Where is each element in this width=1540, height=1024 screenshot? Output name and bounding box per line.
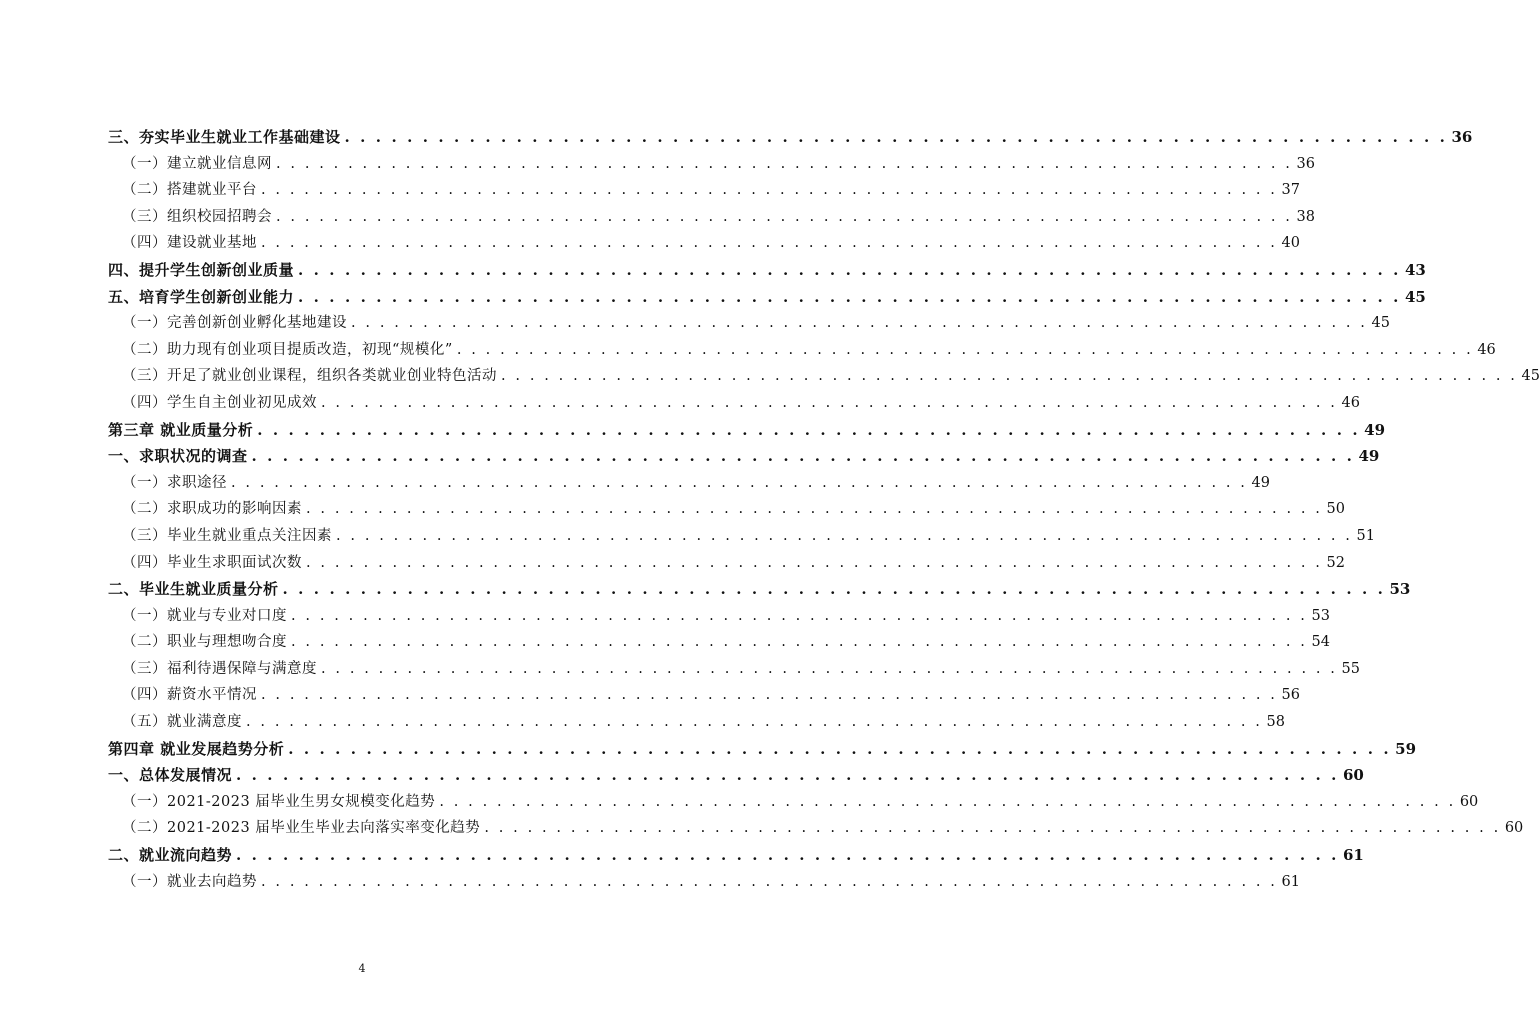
dot-leader: . . . . . . . . . . . . . . . . . . . . . . . . . . . . . . . . . . . . . . . . . . . . . . . . . . . . . . . . . . . . . . . . . . . . . . . [501, 368, 1518, 385]
dot-leader: . . . . . . . . . . . . . . . . . . . . . . . . . . . . . . . . . . . . . . . . . . . . . . . . . . . . . . . . . . . . . . . . . . . . . . . [291, 634, 1308, 651]
toc-entry-title: 一、总体发展情况 [108, 766, 233, 785]
toc-entry-section[interactable] [108, 443, 1380, 470]
toc-entry-page-number: 43 [1404, 260, 1426, 279]
dot-leader: . . . . . . . . . . . . . . . . . . . . . . . . . . . . . . . . . . . . . . . . . . . . . . . . . . . . . . . . . . . . . . . . . . . . . . . [298, 287, 1401, 306]
toc-entry-title: 二、毕业生就业质量分析 [108, 580, 279, 599]
toc-entry-title: （三）组织校园招聘会 [122, 208, 272, 225]
toc-entry-section[interactable] [108, 257, 1426, 284]
toc-entry-page-number: 37 [1281, 182, 1300, 199]
toc-entry-subsection[interactable] [108, 789, 1479, 816]
dot-leader: . . . . . . . . . . . . . . . . . . . . . . . . . . . . . . . . . . . . . . . . . . . . . . . . . . . . . . . . . . . . . . . . . . . . . . . [321, 660, 1338, 677]
toc-entry-title: 四、提升学生创新创业质量 [108, 260, 295, 279]
toc-entry-page-number: 53 [1311, 607, 1330, 624]
toc-entry-title: （二）职业与理想吻合度 [122, 634, 287, 651]
toc-entry-title: （二）求职成功的影响因素 [122, 501, 302, 518]
dot-leader: . . . . . . . . . . . . . . . . . . . . . . . . . . . . . . . . . . . . . . . . . . . . . . . . . . . . . . . . . . . . . . . . . . . . . . . [276, 208, 1293, 225]
toc-entry-title: （四）毕业生求职面试次数 [122, 554, 302, 571]
toc-entry-section[interactable] [108, 762, 1364, 789]
toc-entry-subsection[interactable] [108, 496, 1345, 523]
toc-entry-page-number: 45 [1404, 287, 1426, 306]
toc-entry-title: （三）开足了就业创业课程，组织各类就业创业特色活动 [122, 368, 497, 385]
toc-entry-subsection[interactable] [108, 629, 1330, 656]
dot-leader: . . . . . . . . . . . . . . . . . . . . . . . . . . . . . . . . . . . . . . . . . . . . . . . . . . . . . . . . . . . . . . . . . . . . . . . [261, 182, 1278, 199]
toc-entry-section[interactable] [108, 284, 1426, 311]
dot-leader: . . . . . . . . . . . . . . . . . . . . . . . . . . . . . . . . . . . . . . . . . . . . . . . . . . . . . . . . . . . . . . . . . . . . . . . [288, 739, 1392, 758]
toc-entry-section[interactable] [108, 736, 1417, 763]
toc-entry-title: 第三章 就业质量分析 [108, 420, 254, 439]
dot-leader: . . . . . . . . . . . . . . . . . . . . . . . . . . . . . . . . . . . . . . . . . . . . . . . . . . . . . . . . . . . . . . . . . . . . . . . [291, 607, 1308, 624]
toc-entry-subsection[interactable] [108, 470, 1270, 497]
toc-entry-subsection[interactable] [108, 337, 1496, 364]
toc-entry-subsection[interactable] [108, 151, 1315, 178]
toc-entry-page-number: 53 [1389, 580, 1411, 599]
dot-leader: . . . . . . . . . . . . . . . . . . . . . . . . . . . . . . . . . . . . . . . . . . . . . . . . . . . . . . . . . . . . . . . . . . . . . . . [257, 420, 1361, 439]
toc-entry-section[interactable] [108, 417, 1386, 444]
toc-entry-section[interactable] [108, 842, 1364, 869]
dot-leader: . . . . . . . . . . . . . . . . . . . . . . . . . . . . . . . . . . . . . . . . . . . . . . . . . . . . . . . . . . . . . . . . . . . . . . . [351, 315, 1368, 332]
toc-entry-subsection[interactable] [108, 869, 1300, 896]
toc-entry-page-number: 60 [1504, 820, 1524, 837]
toc-entry-page-number: 58 [1266, 714, 1285, 731]
toc-entry-title: （四）学生自主创业初见成效 [122, 394, 317, 411]
toc-entry-page-number: 60 [1459, 793, 1479, 810]
toc-entry-page-number: 61 [1342, 846, 1364, 865]
toc-entry-section[interactable] [108, 576, 1411, 603]
toc-entry-page-number: 54 [1311, 634, 1330, 651]
toc-entry-subsection[interactable] [108, 815, 1524, 842]
dot-leader: . . . . . . . . . . . . . . . . . . . . . . . . . . . . . . . . . . . . . . . . . . . . . . . . . . . . . . . . . . . . . . . . . . . . . . . [246, 714, 1263, 731]
toc-entry-subsection[interactable] [108, 230, 1300, 257]
toc-entry-title: （一）完善创新创业孵化基地建设 [122, 315, 347, 332]
toc-entry-subsection[interactable] [108, 390, 1360, 417]
toc-entry-subsection[interactable] [108, 363, 1540, 390]
dot-leader: . . . . . . . . . . . . . . . . . . . . . . . . . . . . . . . . . . . . . . . . . . . . . . . . . . . . . . . . . . . . . . . . . . . . . . . [276, 155, 1293, 172]
toc-entry-subsection[interactable] [108, 603, 1330, 630]
dot-leader: . . . . . . . . . . . . . . . . . . . . . . . . . . . . . . . . . . . . . . . . . . . . . . . . . . . . . . . . . . . . . . . . . . . . . . . [236, 846, 1339, 865]
toc-entry-page-number: 51 [1356, 527, 1375, 544]
dot-leader: . . . . . . . . . . . . . . . . . . . . . . . . . . . . . . . . . . . . . . . . . . . . . . . . . . . . . . . . . . . . . . . . . . . . . . . [336, 527, 1353, 544]
dot-leader: . . . . . . . . . . . . . . . . . . . . . . . . . . . . . . . . . . . . . . . . . . . . . . . . . . . . . . . . . . . . . . . . . . . . . . . [231, 474, 1248, 491]
toc-entry-page-number: 36 [1451, 128, 1473, 146]
toc-entry-title: （五）就业满意度 [122, 714, 242, 731]
table-of-contents [108, 124, 1540, 895]
toc-entry-page-number: 46 [1341, 394, 1360, 411]
dot-leader: . . . . . . . . . . . . . . . . . . . . . . . . . . . . . . . . . . . . . . . . . . . . . . . . . . . . . . . . . . . . . . . . . . . . . . . [282, 580, 1386, 599]
toc-entry-title: （一）2021-2023 届毕业生男女规模变化趋势 [122, 793, 436, 810]
toc-entry-title: （一）建立就业信息网 [122, 155, 272, 172]
toc-entry-page-number: 40 [1281, 235, 1300, 252]
toc-entry-page-number: 49 [1251, 474, 1270, 491]
toc-entry-page-number: 36 [1296, 155, 1315, 172]
toc-entry-subsection[interactable] [108, 709, 1285, 736]
toc-entry-page-number: 52 [1326, 554, 1345, 571]
toc-entry-title: （二）2021-2023 届毕业生毕业去向落实率变化趋势 [122, 820, 481, 837]
toc-entry-page-number: 45 [1521, 368, 1540, 385]
dot-leader: . . . . . . . . . . . . . . . . . . . . . . . . . . . . . . . . . . . . . . . . . . . . . . . . . . . . . . . . . . . . . . . . . . . . . . . [321, 394, 1338, 411]
dot-leader: . . . . . . . . . . . . . . . . . . . . . . . . . . . . . . . . . . . . . . . . . . . . . . . . . . . . . . . . . . . . . . . . . . . . . . . [261, 687, 1278, 704]
dot-leader: . . . . . . . . . . . . . . . . . . . . . . . . . . . . . . . . . . . . . . . . . . . . . . . . . . . . . . . . . . . . . . . . . . . . . . . [306, 554, 1323, 571]
dot-leader: . . . . . . . . . . . . . . . . . . . . . . . . . . . . . . . . . . . . . . . . . . . . . . . . . . . . . . . . . . . . . . . . . . . . . . . [251, 447, 1355, 466]
toc-entry-subsection[interactable] [108, 204, 1315, 231]
toc-entry-page-number: 45 [1371, 315, 1390, 332]
toc-entry-subsection[interactable] [108, 523, 1375, 550]
toc-entry-page-number: 56 [1281, 687, 1300, 704]
toc-entry-title: 一、求职状况的调查 [108, 447, 248, 466]
toc-entry-title: （一）就业与专业对口度 [122, 607, 287, 624]
toc-entry-subsection[interactable] [108, 656, 1360, 683]
toc-entry-subsection[interactable] [108, 310, 1390, 337]
toc-entry-page-number: 49 [1364, 420, 1386, 439]
toc-entry-title: （一）就业去向趋势 [122, 873, 257, 890]
toc-entry-title: 三、夯实毕业生就业工作基础建设 [108, 128, 341, 146]
dot-leader: . . . . . . . . . . . . . . . . . . . . . . . . . . . . . . . . . . . . . . . . . . . . . . . . . . . . . . . . . . . . . . . . . . . . . . . [261, 873, 1278, 890]
toc-entry-page-number: 61 [1281, 873, 1300, 890]
toc-entry-title: （四）建设就业基地 [122, 235, 257, 252]
dot-leader: . . . . . . . . . . . . . . . . . . . . . . . . . . . . . . . . . . . . . . . . . . . . . . . . . . . . . . . . . . . . . . . . . . . . . . . [306, 501, 1323, 518]
toc-entry-title: 五、培育学生创新创业能力 [108, 287, 295, 306]
dot-leader: . . . . . . . . . . . . . . . . . . . . . . . . . . . . . . . . . . . . . . . . . . . . . . . . . . . . . . . . . . . . . . . . . . . . . . . [236, 766, 1339, 785]
dot-leader: . . . . . . . . . . . . . . . . . . . . . . . . . . . . . . . . . . . . . . . . . . . . . . . . . . . . . . . . . . . . . . . . . . . . . . . [484, 820, 1501, 837]
dot-leader: . . . . . . . . . . . . . . . . . . . . . . . . . . . . . . . . . . . . . . . . . . . . . . . . . . . . . . . . . . . . . . . . . . . . . . . [456, 341, 1474, 358]
toc-entry-subsection[interactable] [108, 682, 1300, 709]
toc-entry-title: （三）福利待遇保障与满意度 [122, 660, 317, 677]
toc-entry-title: （三）毕业生就业重点关注因素 [122, 527, 332, 544]
toc-entry-subsection[interactable] [108, 550, 1345, 577]
toc-entry-title: （四）薪资水平情况 [122, 687, 257, 704]
toc-entry-page-number: 49 [1358, 447, 1380, 466]
toc-entry-page-number: 55 [1341, 660, 1360, 677]
toc-entry-page-number: 60 [1342, 766, 1364, 785]
toc-entry-page-number: 59 [1395, 739, 1417, 758]
toc-entry-subsection[interactable] [108, 177, 1300, 204]
page-number: 4 [358, 962, 366, 975]
toc-entry-title: （二）助力现有创业项目提质改造，初现“规模化” [122, 341, 453, 358]
toc-entry-title: 二、就业流向趋势 [108, 846, 233, 865]
dot-leader: . . . . . . . . . . . . . . . . . . . . . . . . . . . . . . . . . . . . . . . . . . . . . . . . . . . . . . . . . . . . . . . . . . . . . . . [439, 793, 1456, 810]
dot-leader: . . . . . . . . . . . . . . . . . . . . . . . . . . . . . . . . . . . . . . . . . . . . . . . . . . . . . . . . . . . . . . . . . . . . . . . [344, 128, 1448, 146]
toc-entry-title: 第四章 就业发展趋势分析 [108, 739, 285, 758]
toc-entry-title: （二）搭建就业平台 [122, 182, 257, 199]
toc-entry-page-number: 46 [1477, 341, 1496, 358]
toc-entry-title: （一）求职途径 [122, 474, 227, 491]
dot-leader: . . . . . . . . . . . . . . . . . . . . . . . . . . . . . . . . . . . . . . . . . . . . . . . . . . . . . . . . . . . . . . . . . . . . . . . [261, 235, 1278, 252]
dot-leader: . . . . . . . . . . . . . . . . . . . . . . . . . . . . . . . . . . . . . . . . . . . . . . . . . . . . . . . . . . . . . . . . . . . . . . . [298, 260, 1401, 279]
toc-entry-page-number: 50 [1326, 501, 1345, 518]
toc-entry-page-number: 38 [1296, 208, 1315, 225]
toc-entry-section[interactable] [108, 124, 1473, 151]
